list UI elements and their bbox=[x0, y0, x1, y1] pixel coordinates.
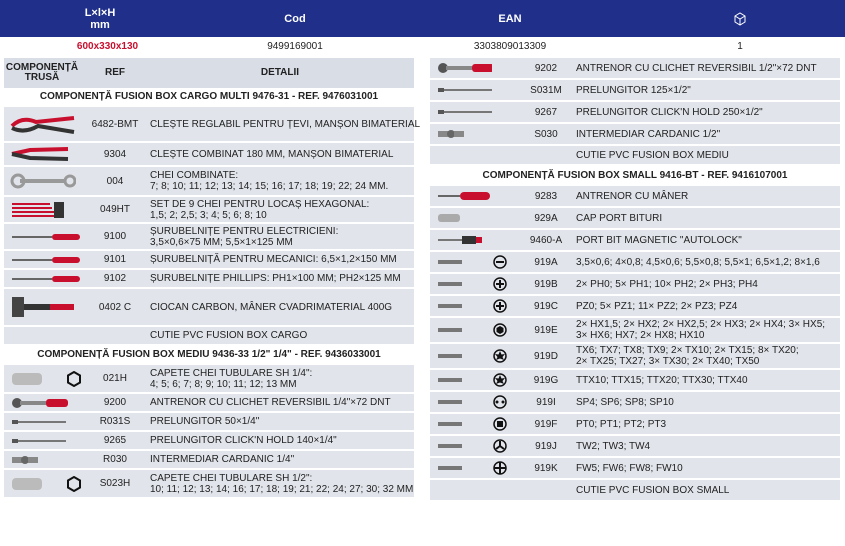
row-details: CUTIE PVC FUSION BOX MEDIU bbox=[576, 149, 729, 161]
ref-header: REF bbox=[105, 67, 125, 78]
tri-wing-icon bbox=[488, 414, 512, 434]
combination-pliers-icon bbox=[10, 143, 80, 165]
extension-icon bbox=[10, 432, 80, 449]
row-details: INTERMEDIAR CARDANIC 1/2" bbox=[576, 128, 721, 140]
table-row bbox=[4, 394, 414, 411]
code-value: 9499169001 bbox=[267, 41, 323, 52]
row-ref: 9100 bbox=[103, 231, 127, 242]
table-row bbox=[430, 102, 840, 122]
wrench-icon bbox=[10, 167, 80, 195]
row-details: PORT BIT MAGNETIC "AUTOLOCK" bbox=[576, 234, 742, 246]
table-row bbox=[430, 274, 840, 294]
dims-header: L×l×H mm bbox=[84, 6, 116, 31]
table-row bbox=[430, 370, 840, 390]
row-ref: 929A bbox=[534, 212, 558, 224]
bit-icon bbox=[436, 370, 492, 390]
screwdriver-icon bbox=[10, 224, 80, 249]
ratchet-icon bbox=[10, 394, 80, 411]
table-row bbox=[430, 230, 840, 250]
extension-icon bbox=[10, 413, 80, 430]
product-summary-row bbox=[0, 37, 845, 56]
row-ref: 049HT bbox=[99, 204, 130, 215]
row-details: PRELUNGITOR 50×1/4" bbox=[150, 416, 260, 427]
row-ref: 9101 bbox=[103, 254, 127, 265]
row-ref: 004 bbox=[106, 175, 124, 187]
hexagon-icon bbox=[62, 365, 86, 392]
row-ref: S030 bbox=[534, 128, 558, 140]
row-details: 2× HX1,5; 2× HX2; 2× HX2,5; 2× HX3; 2× HX4; 3× HX5; 3× HX6; HX7; 2× HX8; HX10 bbox=[576, 319, 826, 341]
bit-icon bbox=[436, 436, 492, 456]
extension-icon bbox=[436, 80, 492, 100]
row-ref: 0402 C bbox=[98, 301, 132, 313]
row-ref: 6482-BMT bbox=[91, 118, 139, 130]
table-row bbox=[4, 143, 414, 165]
row-ref: 919D bbox=[534, 350, 558, 362]
row-ref: 9200 bbox=[103, 397, 127, 408]
bit-icon bbox=[436, 414, 492, 434]
section-title: COMPONENȚĂ FUSION BOX MEDIU 9436-33 1/2" 1/4" - REF. 9436033001 bbox=[4, 346, 414, 363]
row-ref: 9304 bbox=[103, 148, 127, 160]
spanner-bit-icon bbox=[488, 392, 512, 412]
row-details: CUTIE PVC FUSION BOX CARGO bbox=[150, 330, 308, 341]
ratchet-icon bbox=[436, 58, 492, 78]
row-details: ANTRENOR CU CLICHET REVERSIBIL 1/2"×72 DNT bbox=[576, 62, 817, 74]
bit-icon bbox=[436, 296, 492, 316]
table-row bbox=[4, 289, 414, 325]
row-details: PRELUNGITOR CLICK'N HOLD 140×1/4" bbox=[150, 435, 337, 446]
table-row bbox=[430, 436, 840, 456]
left-column-header bbox=[4, 58, 414, 88]
row-ref: 9267 bbox=[534, 106, 558, 118]
row-ref: 919G bbox=[533, 374, 559, 386]
table-row bbox=[430, 80, 840, 100]
table-row bbox=[430, 414, 840, 434]
row-ref: 919K bbox=[534, 462, 558, 474]
table-row bbox=[4, 251, 414, 268]
row-ref bbox=[522, 480, 570, 500]
table-row bbox=[4, 224, 414, 249]
details-header: DETALII bbox=[260, 67, 300, 78]
right-column bbox=[430, 58, 840, 502]
code-header: Cod bbox=[284, 12, 306, 25]
pozidriv-icon bbox=[488, 296, 512, 316]
row-details: FW5; FW6; FW8; FW10 bbox=[576, 462, 683, 474]
table-row bbox=[430, 252, 840, 272]
row-details: SP4; SP6; SP8; SP10 bbox=[576, 396, 674, 408]
section-title: COMPONENȚĂ FUSION BOX CARGO MULTI 9476-31 - REF. 9476031001 bbox=[4, 88, 414, 105]
row-ref: 9202 bbox=[534, 62, 558, 74]
row-details: CHEI COMBINATE: 7; 8; 10; 11; 12; 13; 14; 15; 16; 17; 18; 19; 22; 24 MM. bbox=[150, 170, 389, 192]
bit-icon bbox=[436, 274, 492, 294]
row-details: ANTRENOR CU MÂNER bbox=[576, 190, 689, 202]
row-ref: 9460-A bbox=[529, 234, 563, 246]
row-details: TW2; TW3; TW4 bbox=[576, 440, 651, 452]
row-ref: R030 bbox=[103, 454, 127, 465]
table-row bbox=[430, 146, 840, 164]
table-row bbox=[430, 58, 840, 78]
ean-header: EAN bbox=[498, 12, 522, 25]
table-row bbox=[4, 432, 414, 449]
hex-key-set-icon bbox=[10, 197, 80, 222]
row-details: INTERMEDIAR CARDANIC 1/4" bbox=[150, 454, 295, 465]
row-details: CAPETE CHEI TUBULARE SH 1/4": 4; 5; 6; 7; 8; 9; 10; 11; 12; 13 MM bbox=[150, 367, 313, 390]
row-ref: S031M bbox=[530, 84, 562, 96]
torx-icon bbox=[488, 344, 512, 368]
component-header: COMPONENȚĂ TRUSĂ bbox=[5, 62, 79, 83]
table-row bbox=[4, 197, 414, 222]
row-ref: 919A bbox=[534, 256, 558, 268]
section-title: COMPONENȚĂ FUSION BOX SMALL 9416-BT - REF. 9416107001 bbox=[430, 166, 840, 184]
qty-value: 1 bbox=[737, 41, 743, 52]
ean-value: 3303809013309 bbox=[473, 41, 547, 52]
table-row bbox=[4, 470, 414, 497]
right-rows bbox=[430, 58, 840, 500]
slotted-icon bbox=[488, 252, 512, 272]
pliers-icon bbox=[10, 107, 80, 141]
row-details: PZ0; 5× PZ1; 11× PZ2; 2× PZ3; PZ4 bbox=[576, 300, 738, 312]
row-ref bbox=[522, 146, 570, 164]
table-row bbox=[4, 451, 414, 468]
row-ref: 9283 bbox=[534, 190, 558, 202]
row-details: PRELUNGITOR CLICK'N HOLD 250×1/2" bbox=[576, 106, 763, 118]
table-row bbox=[430, 186, 840, 206]
bit-icon bbox=[436, 458, 492, 478]
universal-joint-icon bbox=[10, 451, 80, 468]
flat-wing-icon bbox=[488, 458, 512, 478]
phillips-icon bbox=[488, 274, 512, 294]
table-row bbox=[4, 413, 414, 430]
row-details: TX6; TX7; TX8; TX9; 2× TX10; 2× TX15; 8× TX20; 2× TX25; TX27; 3× TX30; 2× TX40; TX50 bbox=[576, 345, 799, 367]
row-ref: 9102 bbox=[103, 273, 127, 284]
tri-wing-alt-icon bbox=[488, 436, 512, 456]
row-details: ȘURUBELNIȚĂ PENTRU MECANICI: 6,5×1,2×150 MM bbox=[150, 254, 397, 265]
table-row bbox=[4, 270, 414, 287]
header-bar bbox=[0, 0, 845, 37]
dims-value: 600x330x130 bbox=[76, 41, 139, 52]
row-ref: 919C bbox=[534, 300, 558, 312]
row-ref: 9265 bbox=[103, 435, 127, 446]
row-details: 3,5×0,6; 4×0,8; 4,5×0,6; 5,5×0,8; 5,5×1; 6,5×1,2; 8×1,6 bbox=[576, 256, 820, 268]
row-ref: 919F bbox=[534, 418, 558, 430]
left-column bbox=[4, 58, 421, 499]
table-row bbox=[430, 480, 840, 500]
bit-icon bbox=[436, 344, 492, 368]
bit-holder-icon bbox=[436, 230, 492, 250]
row-ref: S023H bbox=[99, 478, 131, 489]
row-details: CAPETE CHEI TUBULARE SH 1/2": 10; 11; 12; 13; 14; 16; 17; 18; 19; 21; 22; 24; 27; 30; 32 MM bbox=[150, 472, 414, 495]
row-details: SET DE 9 CHEI PENTRU LOCAȘ HEXAGONAL: 1,5; 2; 2,5; 3; 4; 5; 6; 8; 10 bbox=[150, 198, 370, 221]
row-details: CLEȘTE REGLABIL PENTRU ȚEVI, MANȘON BIMATERIAL bbox=[150, 118, 421, 130]
left-rows bbox=[4, 88, 421, 497]
table-row bbox=[430, 208, 840, 228]
row-details: CIOCAN CARBON, MÂNER CVADRIMATERIAL 400G bbox=[150, 301, 393, 313]
row-details: ȘURUBELNIȚE PHILLIPS: PH1×100 MM; PH2×125 MM bbox=[150, 273, 401, 284]
bit-icon bbox=[436, 318, 492, 342]
table-row bbox=[430, 458, 840, 478]
row-details: PT0; PT1; PT2; PT3 bbox=[576, 418, 667, 430]
table-row bbox=[4, 365, 414, 392]
table-row bbox=[4, 107, 421, 141]
row-details: CUTIE PVC FUSION BOX SMALL bbox=[576, 484, 730, 496]
table-row bbox=[430, 296, 840, 316]
extension-icon bbox=[436, 102, 492, 122]
row-ref: 919J bbox=[535, 440, 557, 452]
universal-joint-icon bbox=[436, 124, 492, 144]
screwdriver-icon bbox=[10, 270, 80, 287]
screwdriver-icon bbox=[10, 251, 80, 268]
hex-icon bbox=[488, 318, 512, 342]
row-details: 2× PH0; 5× PH1; 10× PH2; 2× PH3; PH4 bbox=[576, 278, 758, 290]
hexagon-icon bbox=[62, 470, 86, 497]
table-row bbox=[430, 344, 840, 368]
table-row bbox=[4, 167, 414, 195]
row-ref: R031S bbox=[99, 416, 131, 427]
table-row bbox=[430, 124, 840, 144]
row-ref: 919E bbox=[534, 324, 558, 336]
bit-icon bbox=[436, 392, 492, 412]
row-details: CLEȘTE COMBINAT 180 MM, MANȘON BIMATERIAL bbox=[150, 148, 394, 160]
row-details: PRELUNGITOR 125×1/2" bbox=[576, 84, 691, 96]
row-ref: 919B bbox=[534, 278, 558, 290]
torx-tamper-icon bbox=[488, 370, 512, 390]
hammer-icon bbox=[10, 289, 80, 325]
row-ref bbox=[86, 327, 144, 344]
table-row bbox=[430, 318, 840, 342]
table-row bbox=[430, 392, 840, 412]
row-details: TTX10; TTX15; TTX20; TTX30; TTX40 bbox=[576, 374, 748, 386]
row-ref: 919I bbox=[536, 396, 556, 408]
table-row bbox=[4, 327, 414, 344]
screwdriver-handle-icon bbox=[436, 186, 492, 206]
row-ref: 021H bbox=[103, 373, 127, 384]
box-icon bbox=[720, 0, 760, 37]
bit-icon bbox=[436, 252, 492, 272]
row-details: ANTRENOR CU CLICHET REVERSIBIL 1/4"×72 DNT bbox=[150, 397, 391, 408]
row-details: ȘURUBELNIȚE PENTRU ELECTRICIENI: 3,5×0,6×75 MM; 5,5×1×125 MM bbox=[150, 225, 339, 248]
row-details: CAP PORT BITURI bbox=[576, 212, 663, 224]
bit-cap-icon bbox=[436, 208, 492, 228]
